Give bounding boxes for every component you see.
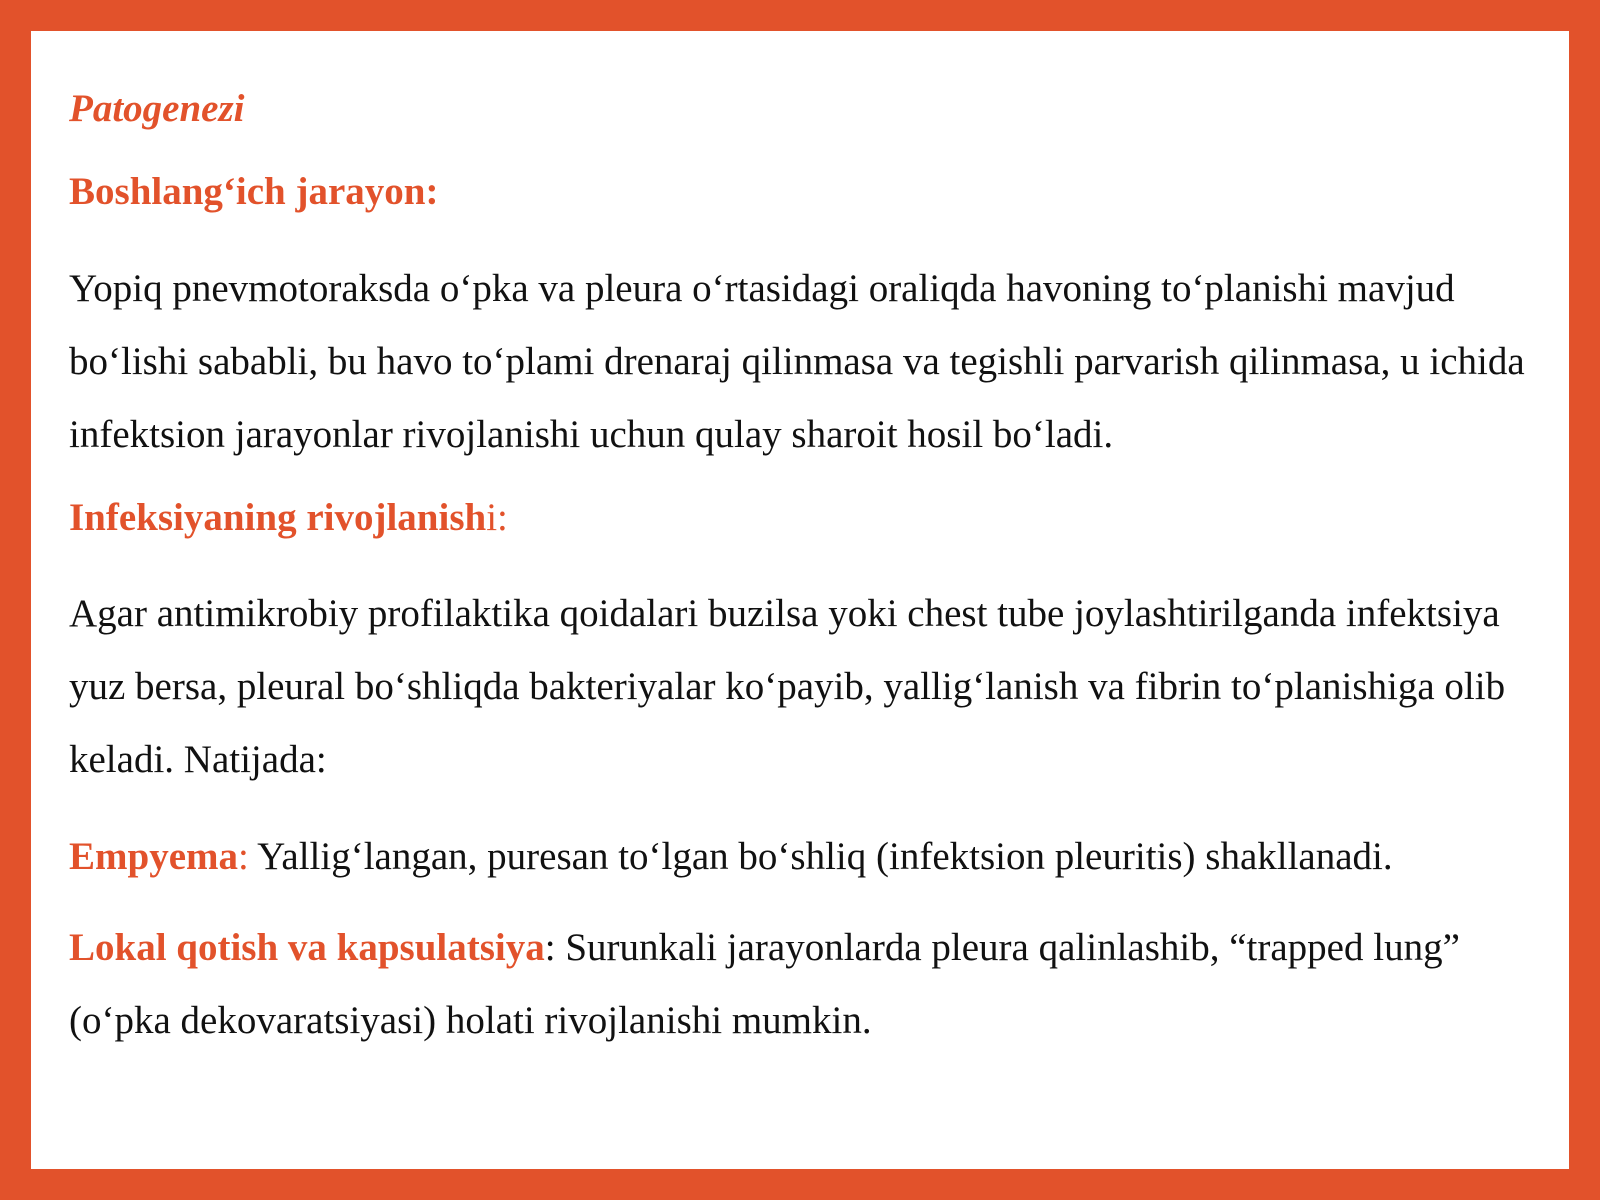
definition-empyema: Yallig‘langan, puresan to‘lgan bo‘shliq (infektsion pleuritis) shakllanadi. [248,835,1393,879]
section-heading-infection-tail: i: [486,495,508,539]
section-heading-infection-development [69,495,1549,542]
slide-content [69,86,1549,1075]
page-title: Patogenezi [69,87,245,130]
list-item-local-encapsulation [69,911,1549,1057]
term-separator: : [238,835,249,879]
definition-local-encapsulation: Surunkali jarayonlarda pleura qalinlashib, “trapped lung” (o‘pka dekovaratsiyasi) holati rivojlanishi mumkin. [69,926,1460,1043]
list-item-empyema [69,820,1549,893]
section-heading-initial-process: Boshlang‘ich jarayon: [69,169,439,213]
section-paragraph-initial-process: Yopiq pnevmotoraksda o‘pka va pleura o‘rtasidagi oraliqda havoning to‘planishi mavjud bo‘lishi sababli, bu havo to‘plami drenaraj qilinmasa va tegishli parvarish qilinmasa, u ichida infektsion jarayonlar rivojlanishi uchun qulay sharoit hosil bo‘ladi. [69,266,1525,456]
term-separator: : [544,926,556,970]
section-paragraph-infection-development: Agar antimikrobiy profilaktika qoidalari buzilsa yoki chest tube joylashtirilganda infektsiya yuz bersa, pleural bo‘shliqda bakteriyalar ko‘payib, yallig‘lanish va fibrin to‘planishiga olib keladi. Natijada: [69,592,1506,782]
term-empyema: Empyema [69,835,238,879]
term-local-encapsulation: Lokal qotish va kapsulatsiya [69,926,545,970]
section-heading-infection-bold: Infeksiyaning rivojlanish [69,495,487,539]
